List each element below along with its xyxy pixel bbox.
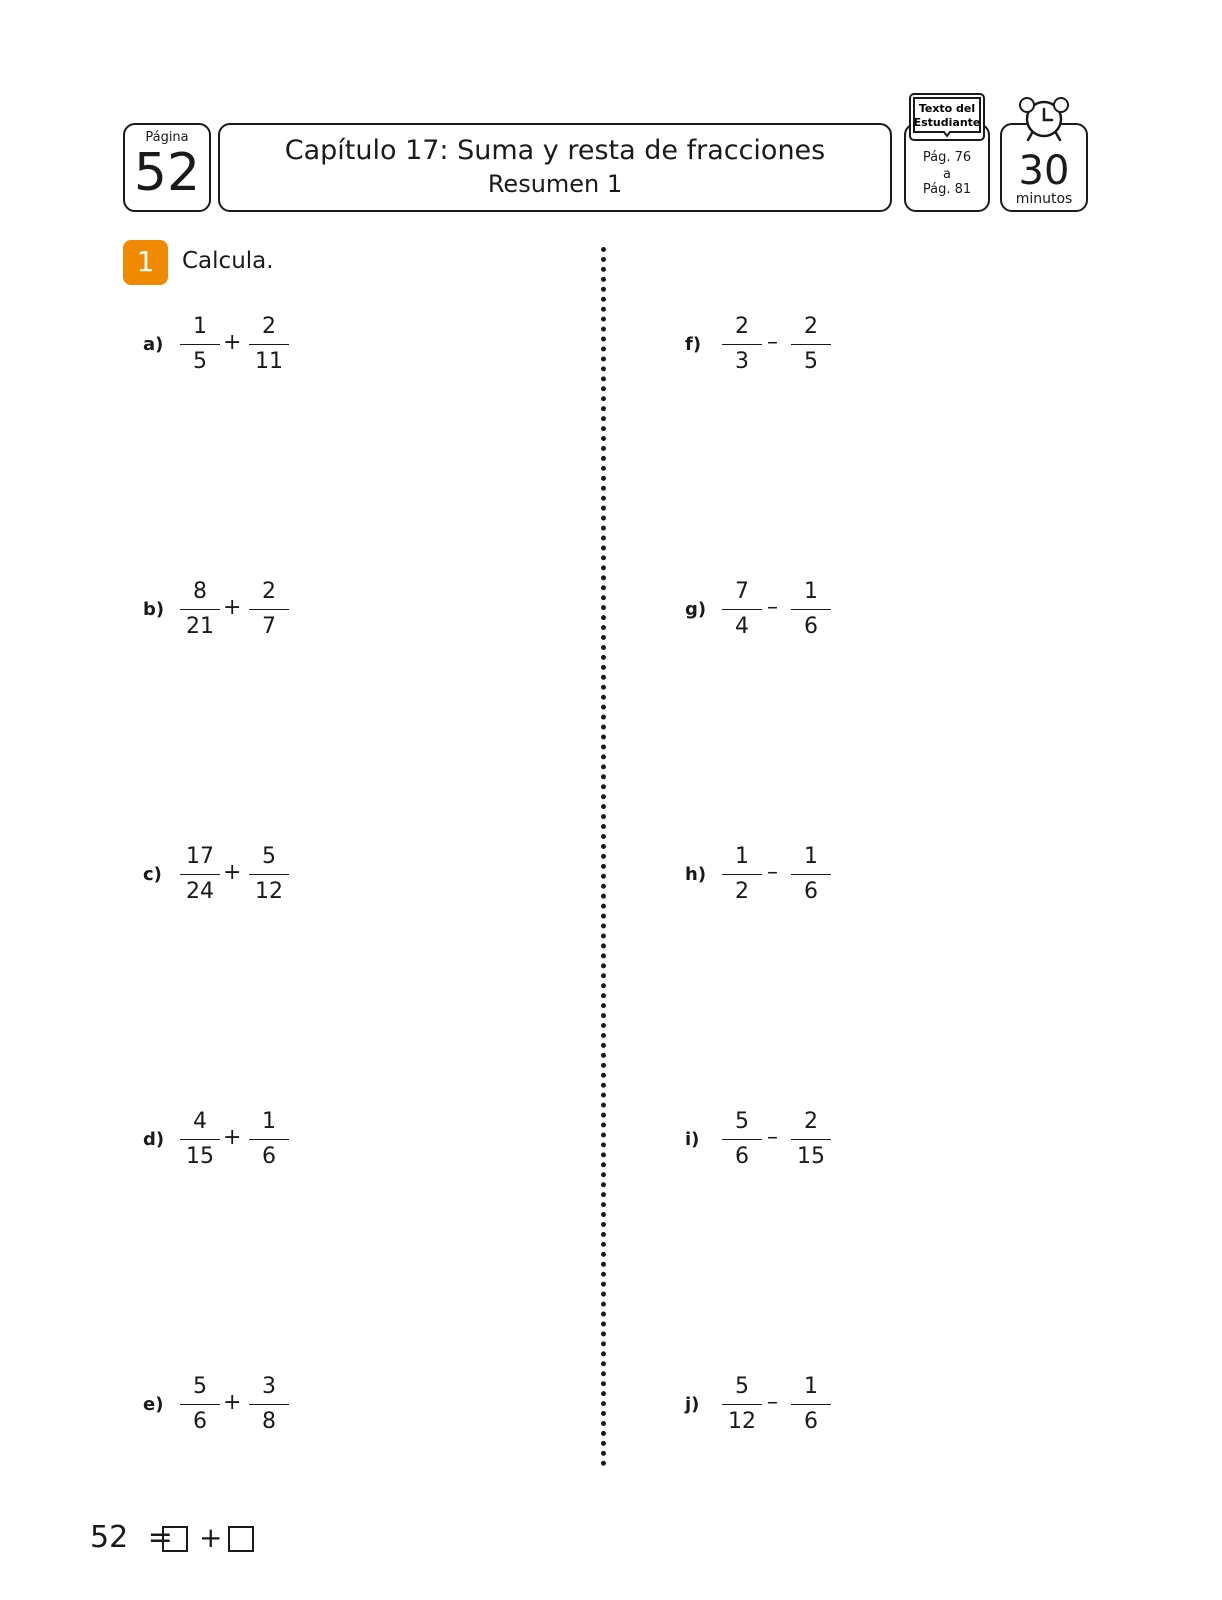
numerator: 7: [735, 579, 749, 604]
exercise-h: [685, 842, 885, 912]
denominator: 5: [804, 349, 818, 374]
numerator: 2: [804, 314, 818, 339]
fraction-bar: [180, 874, 220, 875]
fraction-bar: [791, 344, 831, 345]
operator: +: [223, 330, 242, 355]
numerator: 2: [735, 314, 749, 339]
fraction-bar: [249, 1404, 289, 1405]
numerator: 5: [262, 844, 276, 869]
ref-to: Pág. 81: [922, 182, 972, 197]
task-number-badge: 1: [123, 240, 168, 285]
exercise-letter: h): [685, 864, 707, 885]
answer-square-2: [228, 1526, 254, 1552]
fraction-2: [249, 842, 289, 907]
time-value: 30: [1018, 148, 1070, 194]
operator: +: [223, 1125, 242, 1150]
fraction-2: [249, 1107, 289, 1172]
numerator: 2: [262, 579, 276, 604]
footer-equation: [90, 1520, 173, 1555]
fraction-1: [180, 312, 220, 377]
fraction-1: [722, 1372, 762, 1437]
page-label: Página: [145, 130, 189, 145]
fraction-bar: [249, 1139, 289, 1140]
denominator: 2: [735, 879, 749, 904]
exercise-letter: i): [685, 1129, 700, 1150]
numerator: 3: [262, 1374, 276, 1399]
fraction-bar: [249, 609, 289, 610]
denominator: 4: [735, 614, 749, 639]
ref-from: Pág. 76: [922, 150, 972, 165]
operator: –: [767, 595, 778, 620]
numerator: 17: [186, 844, 214, 869]
operator: +: [223, 860, 242, 885]
column-divider: [601, 247, 606, 1467]
fraction-bar: [722, 344, 762, 345]
fraction-1: [180, 577, 220, 642]
operator: +: [223, 1390, 242, 1415]
numerator: 1: [735, 844, 749, 869]
operator: –: [767, 1390, 778, 1415]
ref-to-word: a: [943, 167, 951, 182]
book-label-line1: Texto del: [918, 102, 976, 115]
denominator: 12: [728, 1409, 756, 1434]
page-number-box: [123, 123, 211, 212]
denominator: 6: [735, 1144, 749, 1169]
denominator: 15: [186, 1144, 214, 1169]
task-instruction: Calcula.: [182, 248, 274, 274]
exercise-letter: j): [685, 1394, 700, 1415]
denominator: 7: [262, 614, 276, 639]
exercise-g: [685, 577, 885, 647]
fraction-bar: [180, 1404, 220, 1405]
denominator: 15: [797, 1144, 825, 1169]
book-icon: [906, 92, 988, 142]
answer-square-1: [162, 1526, 188, 1552]
fraction-1: [180, 842, 220, 907]
fraction-bar: [180, 1139, 220, 1140]
fraction-bar: [722, 874, 762, 875]
exercise-letter: b): [143, 599, 165, 620]
denominator: 5: [193, 349, 207, 374]
exercise-letter: e): [143, 1394, 164, 1415]
exercise-letter: d): [143, 1129, 165, 1150]
fraction-bar: [180, 344, 220, 345]
fraction-bar: [249, 344, 289, 345]
exercise-a: [143, 312, 343, 382]
exercise-c: [143, 842, 343, 912]
fraction-1: [722, 1107, 762, 1172]
fraction-bar: [791, 1404, 831, 1405]
denominator: 6: [262, 1144, 276, 1169]
exercise-b: [143, 577, 343, 647]
time-unit: minutos: [1015, 191, 1073, 207]
denominator: 24: [186, 879, 214, 904]
denominator: 3: [735, 349, 749, 374]
page-number: 52: [133, 143, 201, 203]
fraction-2: [791, 577, 831, 642]
fraction-bar: [791, 874, 831, 875]
fraction-1: [722, 312, 762, 377]
denominator: 6: [804, 879, 818, 904]
operator: –: [767, 330, 778, 355]
numerator: 4: [193, 1109, 207, 1134]
fraction-1: [180, 1372, 220, 1437]
numerator: 1: [804, 844, 818, 869]
numerator: 2: [804, 1109, 818, 1134]
numerator: 5: [735, 1374, 749, 1399]
alarm-clock-icon: [1017, 95, 1071, 145]
operator: +: [223, 595, 242, 620]
fraction-bar: [180, 609, 220, 610]
operator: –: [767, 1125, 778, 1150]
exercise-f: [685, 312, 885, 382]
subtitle: Resumen 1: [487, 170, 623, 198]
fraction-1: [722, 577, 762, 642]
denominator: 6: [193, 1409, 207, 1434]
book-label-line2: Estudiante: [913, 116, 981, 129]
fraction-2: [791, 1372, 831, 1437]
denominator: 6: [804, 614, 818, 639]
operator: –: [767, 860, 778, 885]
denominator: 6: [804, 1409, 818, 1434]
fraction-2: [249, 577, 289, 642]
exercise-letter: c): [143, 864, 162, 885]
numerator: 1: [804, 579, 818, 604]
numerator: 5: [193, 1374, 207, 1399]
chapter-title: Capítulo 17: Suma y resta de fracciones: [284, 135, 826, 166]
numerator: 8: [193, 579, 207, 604]
fraction-bar: [722, 1404, 762, 1405]
title-box: [218, 123, 892, 212]
fraction-2: [791, 1107, 831, 1172]
numerator: 1: [804, 1374, 818, 1399]
fraction-bar: [791, 609, 831, 610]
fraction-2: [791, 312, 831, 377]
fraction-bar: [249, 874, 289, 875]
fraction-1: [722, 842, 762, 907]
denominator: 12: [255, 879, 283, 904]
denominator: 11: [255, 349, 283, 374]
numerator: 5: [735, 1109, 749, 1134]
exercise-j: [685, 1372, 885, 1442]
numerator: 1: [193, 314, 207, 339]
footer-equals: =: [147, 1520, 173, 1555]
numerator: 1: [262, 1109, 276, 1134]
fraction-2: [249, 312, 289, 377]
footer-plus: +: [199, 1521, 223, 1554]
fraction-bar: [722, 609, 762, 610]
fraction-bar: [791, 1139, 831, 1140]
exercise-i: [685, 1107, 885, 1177]
fraction-bar: [722, 1139, 762, 1140]
exercise-letter: a): [143, 334, 164, 355]
footer-number: 52: [90, 1520, 129, 1555]
denominator: 21: [186, 614, 214, 639]
numerator: 2: [262, 314, 276, 339]
denominator: 8: [262, 1409, 276, 1434]
exercise-d: [143, 1107, 343, 1177]
fraction-2: [791, 842, 831, 907]
exercise-e: [143, 1372, 343, 1442]
fraction-1: [180, 1107, 220, 1172]
fraction-2: [249, 1372, 289, 1437]
exercise-letter: g): [685, 599, 707, 620]
exercise-letter: f): [685, 334, 702, 355]
